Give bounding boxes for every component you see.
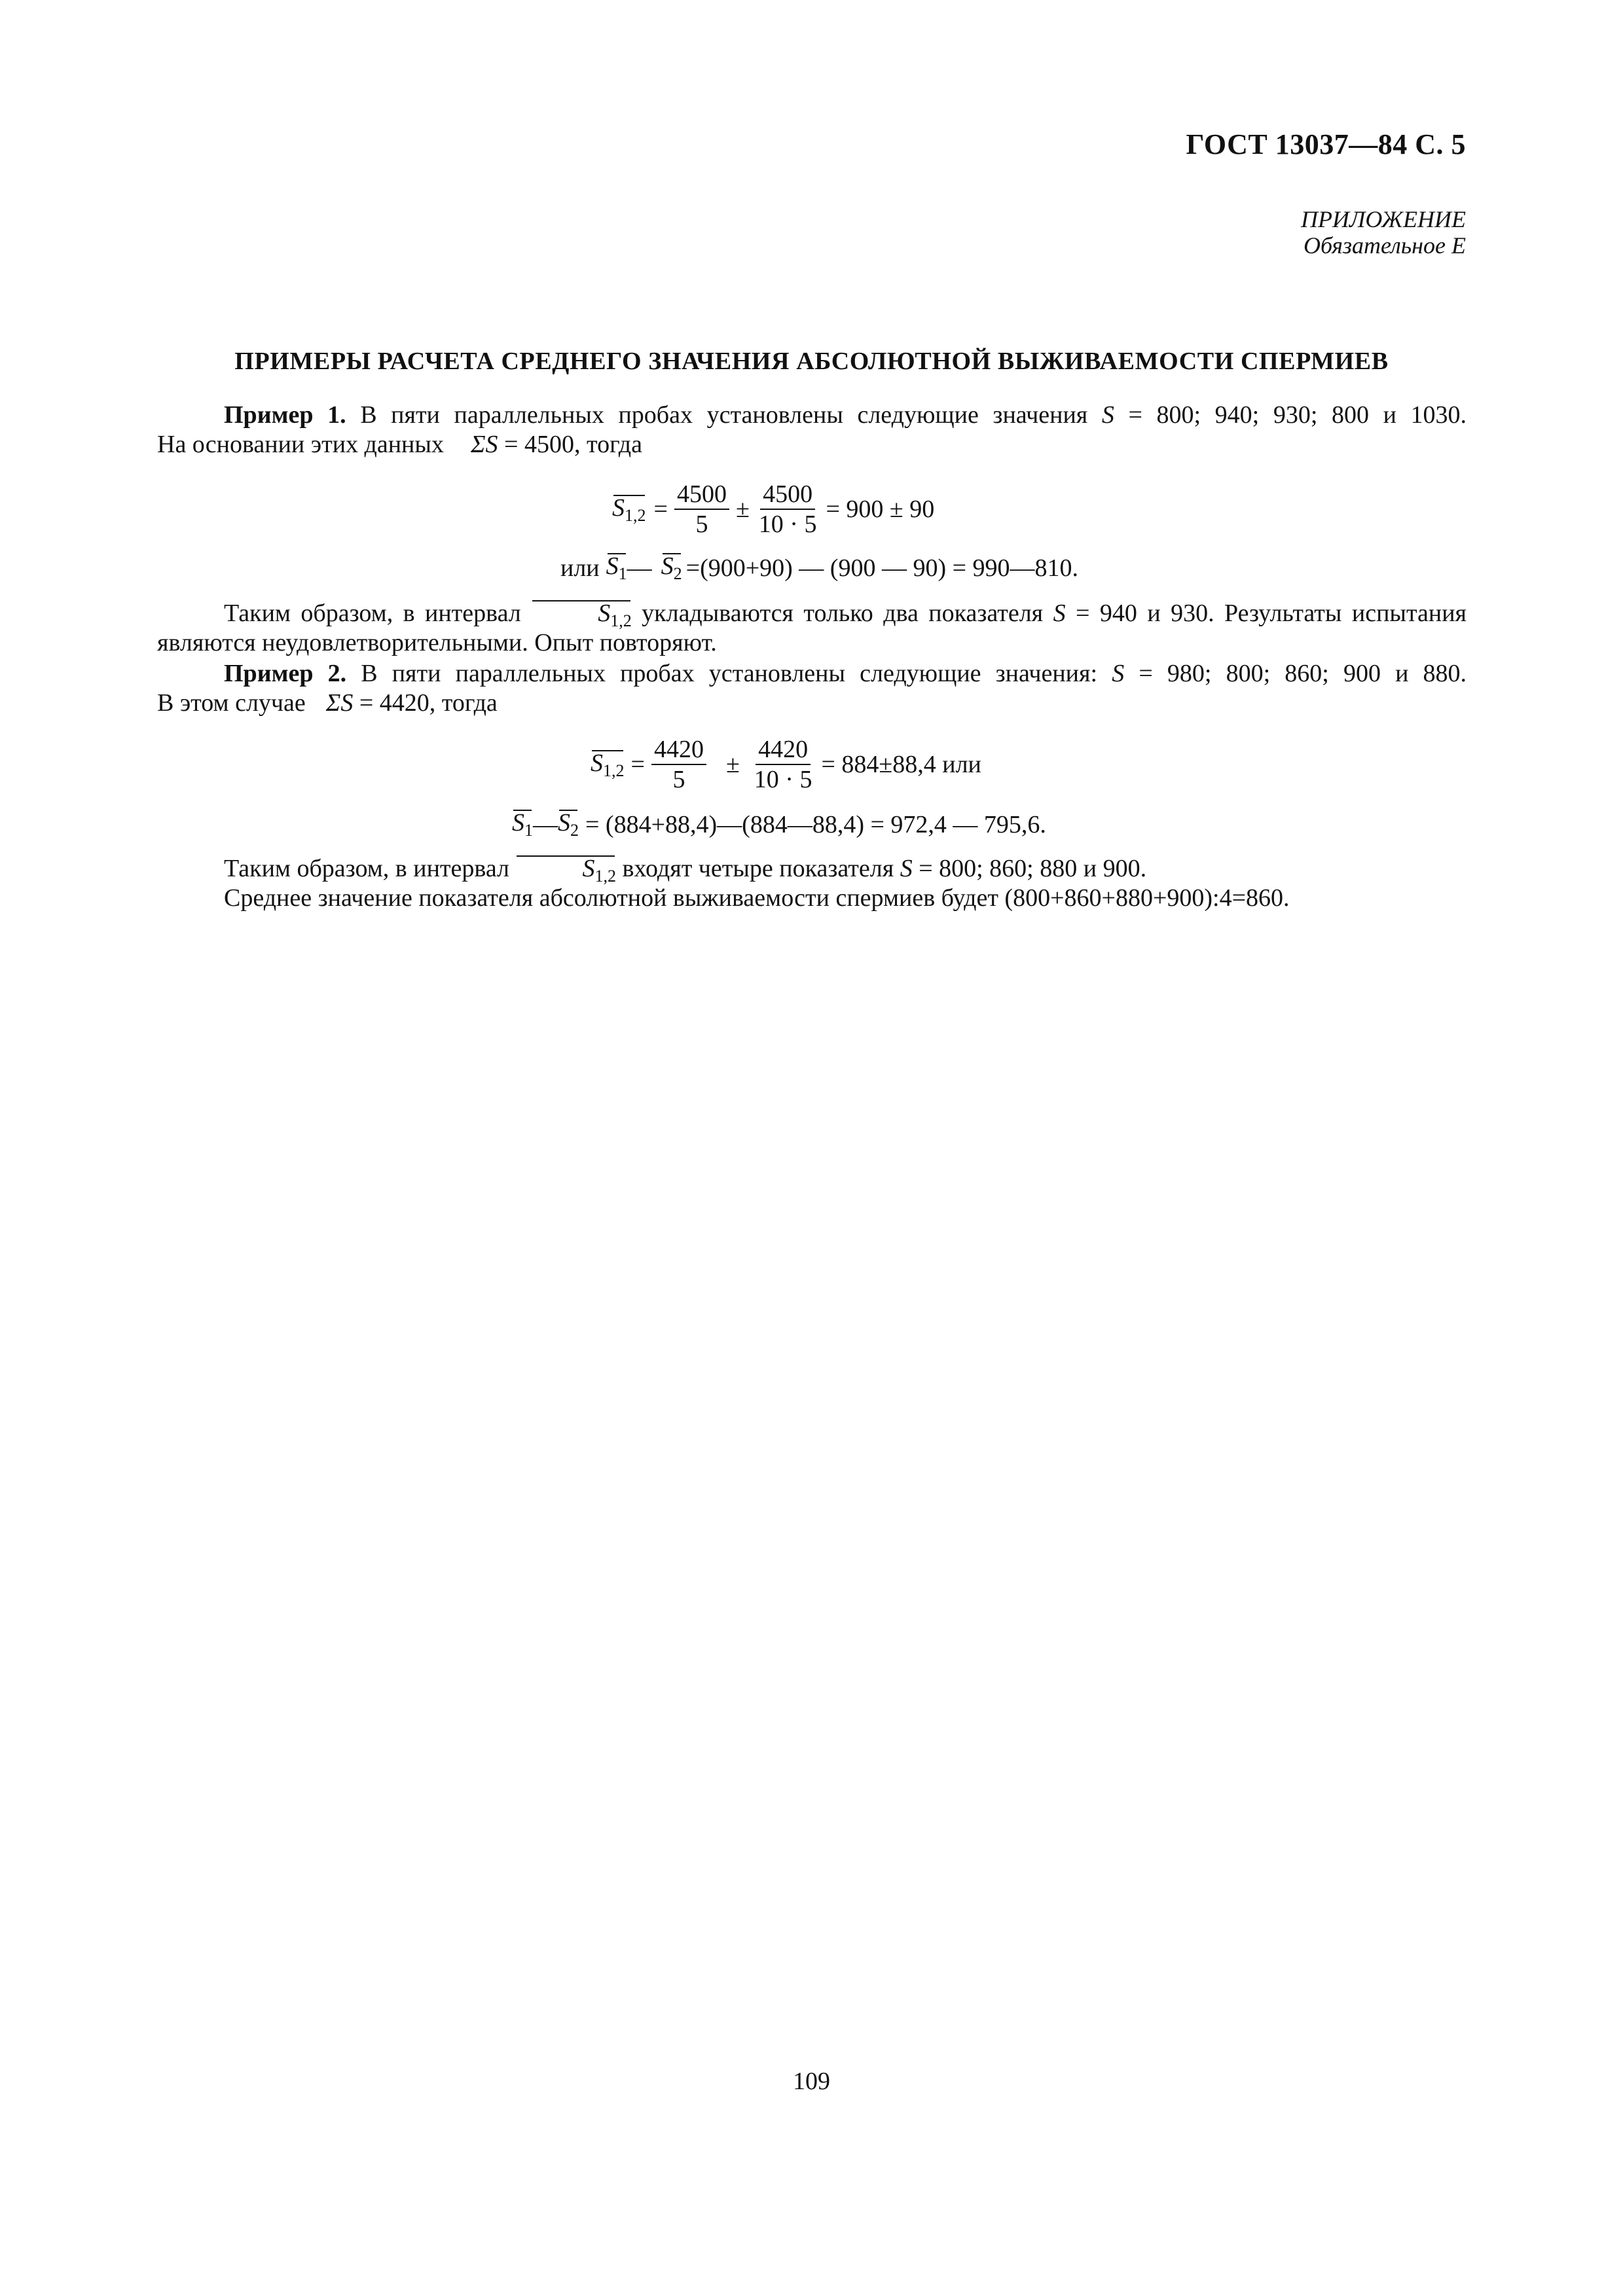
section-title: ПРИМЕРЫ РАСЧЕТА СРЕДНЕГО ЗНАЧЕНИЯ АБСОЛЮТНОЙ ВЫЖИВАЕМОСТИ СПЕРМИЕВ (234, 348, 1389, 375)
fraction: $\frac{4500}{10 \cdot 5}$ (758, 480, 817, 538)
dash: — (627, 554, 652, 582)
conclusion-text: укладываются только два показателя (642, 600, 1044, 627)
example1-paragraph (157, 401, 1467, 429)
plus-minus-sign: ± (735, 495, 750, 523)
plus-minus-sign: ± (725, 751, 740, 778)
example2-text: В пяти параллельных пробах установлены следующие значения: (361, 660, 1098, 687)
formula-result: = 900 ± 90 (826, 495, 935, 523)
example1-sum: = 4500, тогда (504, 431, 642, 458)
conclusion-text: = 940 и 930. Результаты испытания (1076, 600, 1467, 627)
dash: — (533, 810, 558, 838)
example2-sum-symbol: ΣS (325, 689, 354, 717)
appendix-label (1301, 206, 1466, 259)
example2-paragraph (157, 659, 1467, 688)
example2-values: = 980; 800; 860; 900 и 880. (1139, 660, 1467, 687)
conclusion-text: Таким образом, в интервал (224, 855, 509, 882)
example1-label: Пример 1. (224, 401, 346, 429)
example1-formula-mean (612, 481, 934, 537)
example2-case-text: В этом случае (157, 689, 306, 717)
example1-s-var: S (1101, 401, 1114, 429)
s-var: S (900, 855, 913, 882)
example1-basis-text: На основании этих данных (157, 431, 444, 458)
example1-sum-symbol: ΣS (470, 431, 498, 458)
fraction: $\frac{4420}{5}$ (651, 736, 706, 793)
appendix-title: ПРИЛОЖЕНИЕ (1301, 206, 1466, 232)
s-bar-symbol: $S_1$ (606, 552, 627, 583)
example1-line2 (157, 430, 1467, 459)
example2-line2 (157, 689, 1467, 717)
conclusion-text: входят четыре показателя (622, 855, 894, 882)
fraction: $\frac{4420}{10 \cdot 5}$ (754, 736, 812, 793)
conclusion-text: = 800; 860; 880 и 900. (919, 855, 1147, 882)
example2-formula-mean (591, 736, 981, 793)
example2-formula-interval (512, 808, 1046, 840)
s-bar-symbol: $S_{1,2}$ (612, 493, 646, 525)
s-bar-symbol: $S_2$ (661, 552, 682, 583)
equals-sign: = (653, 495, 668, 523)
s-bar-symbol: $S_2$ (558, 809, 579, 840)
s-bar-symbol: $S_{1,2}$ (591, 749, 625, 780)
example1-values: = 800; 940; 930; 800 и 1030. (1128, 401, 1467, 429)
formula-result: =(900+90) — (900 — 90) = 990—810. (685, 554, 1079, 582)
example1-text: В пяти параллельных пробах установлены следующие значения (360, 401, 1088, 429)
fraction: $\frac{4500}{5}$ (674, 481, 729, 537)
equals-sign: = (630, 751, 645, 778)
example1-conclusion-line2: являются неудовлетворительными. Опыт повторяют. (157, 629, 717, 656)
formula-result: = 884±88,4 или (821, 751, 981, 778)
s-bar-symbol: $S_{1,2}$ (531, 599, 632, 636)
document-header-code: ГОСТ 13037—84 С. 5 (1186, 128, 1466, 160)
example2-label: Пример 2. (224, 660, 347, 687)
example2-s-var: S (1112, 660, 1125, 687)
page-number: 109 (793, 2068, 830, 2095)
s-bar-symbol: $S_{1,2}$ (515, 854, 616, 891)
formula-prefix: или (560, 554, 600, 582)
s-var: S (1053, 600, 1066, 627)
example1-formula-interval (560, 552, 1078, 584)
example2-mean-statement: Среднее значение показателя абсолютной выживаемости спермиев будет (800+860+880+900):4=860. (224, 884, 1290, 912)
example2-sum: = 4420, тогда (359, 689, 498, 717)
conclusion-text: Таким образом, в интервал (224, 600, 521, 627)
appendix-type: Обязательное Е (1304, 232, 1466, 259)
s-bar-symbol: $S_1$ (512, 809, 533, 840)
formula-result: = (884+88,4)—(884—88,4) = 972,4 — 795,6. (585, 810, 1046, 838)
